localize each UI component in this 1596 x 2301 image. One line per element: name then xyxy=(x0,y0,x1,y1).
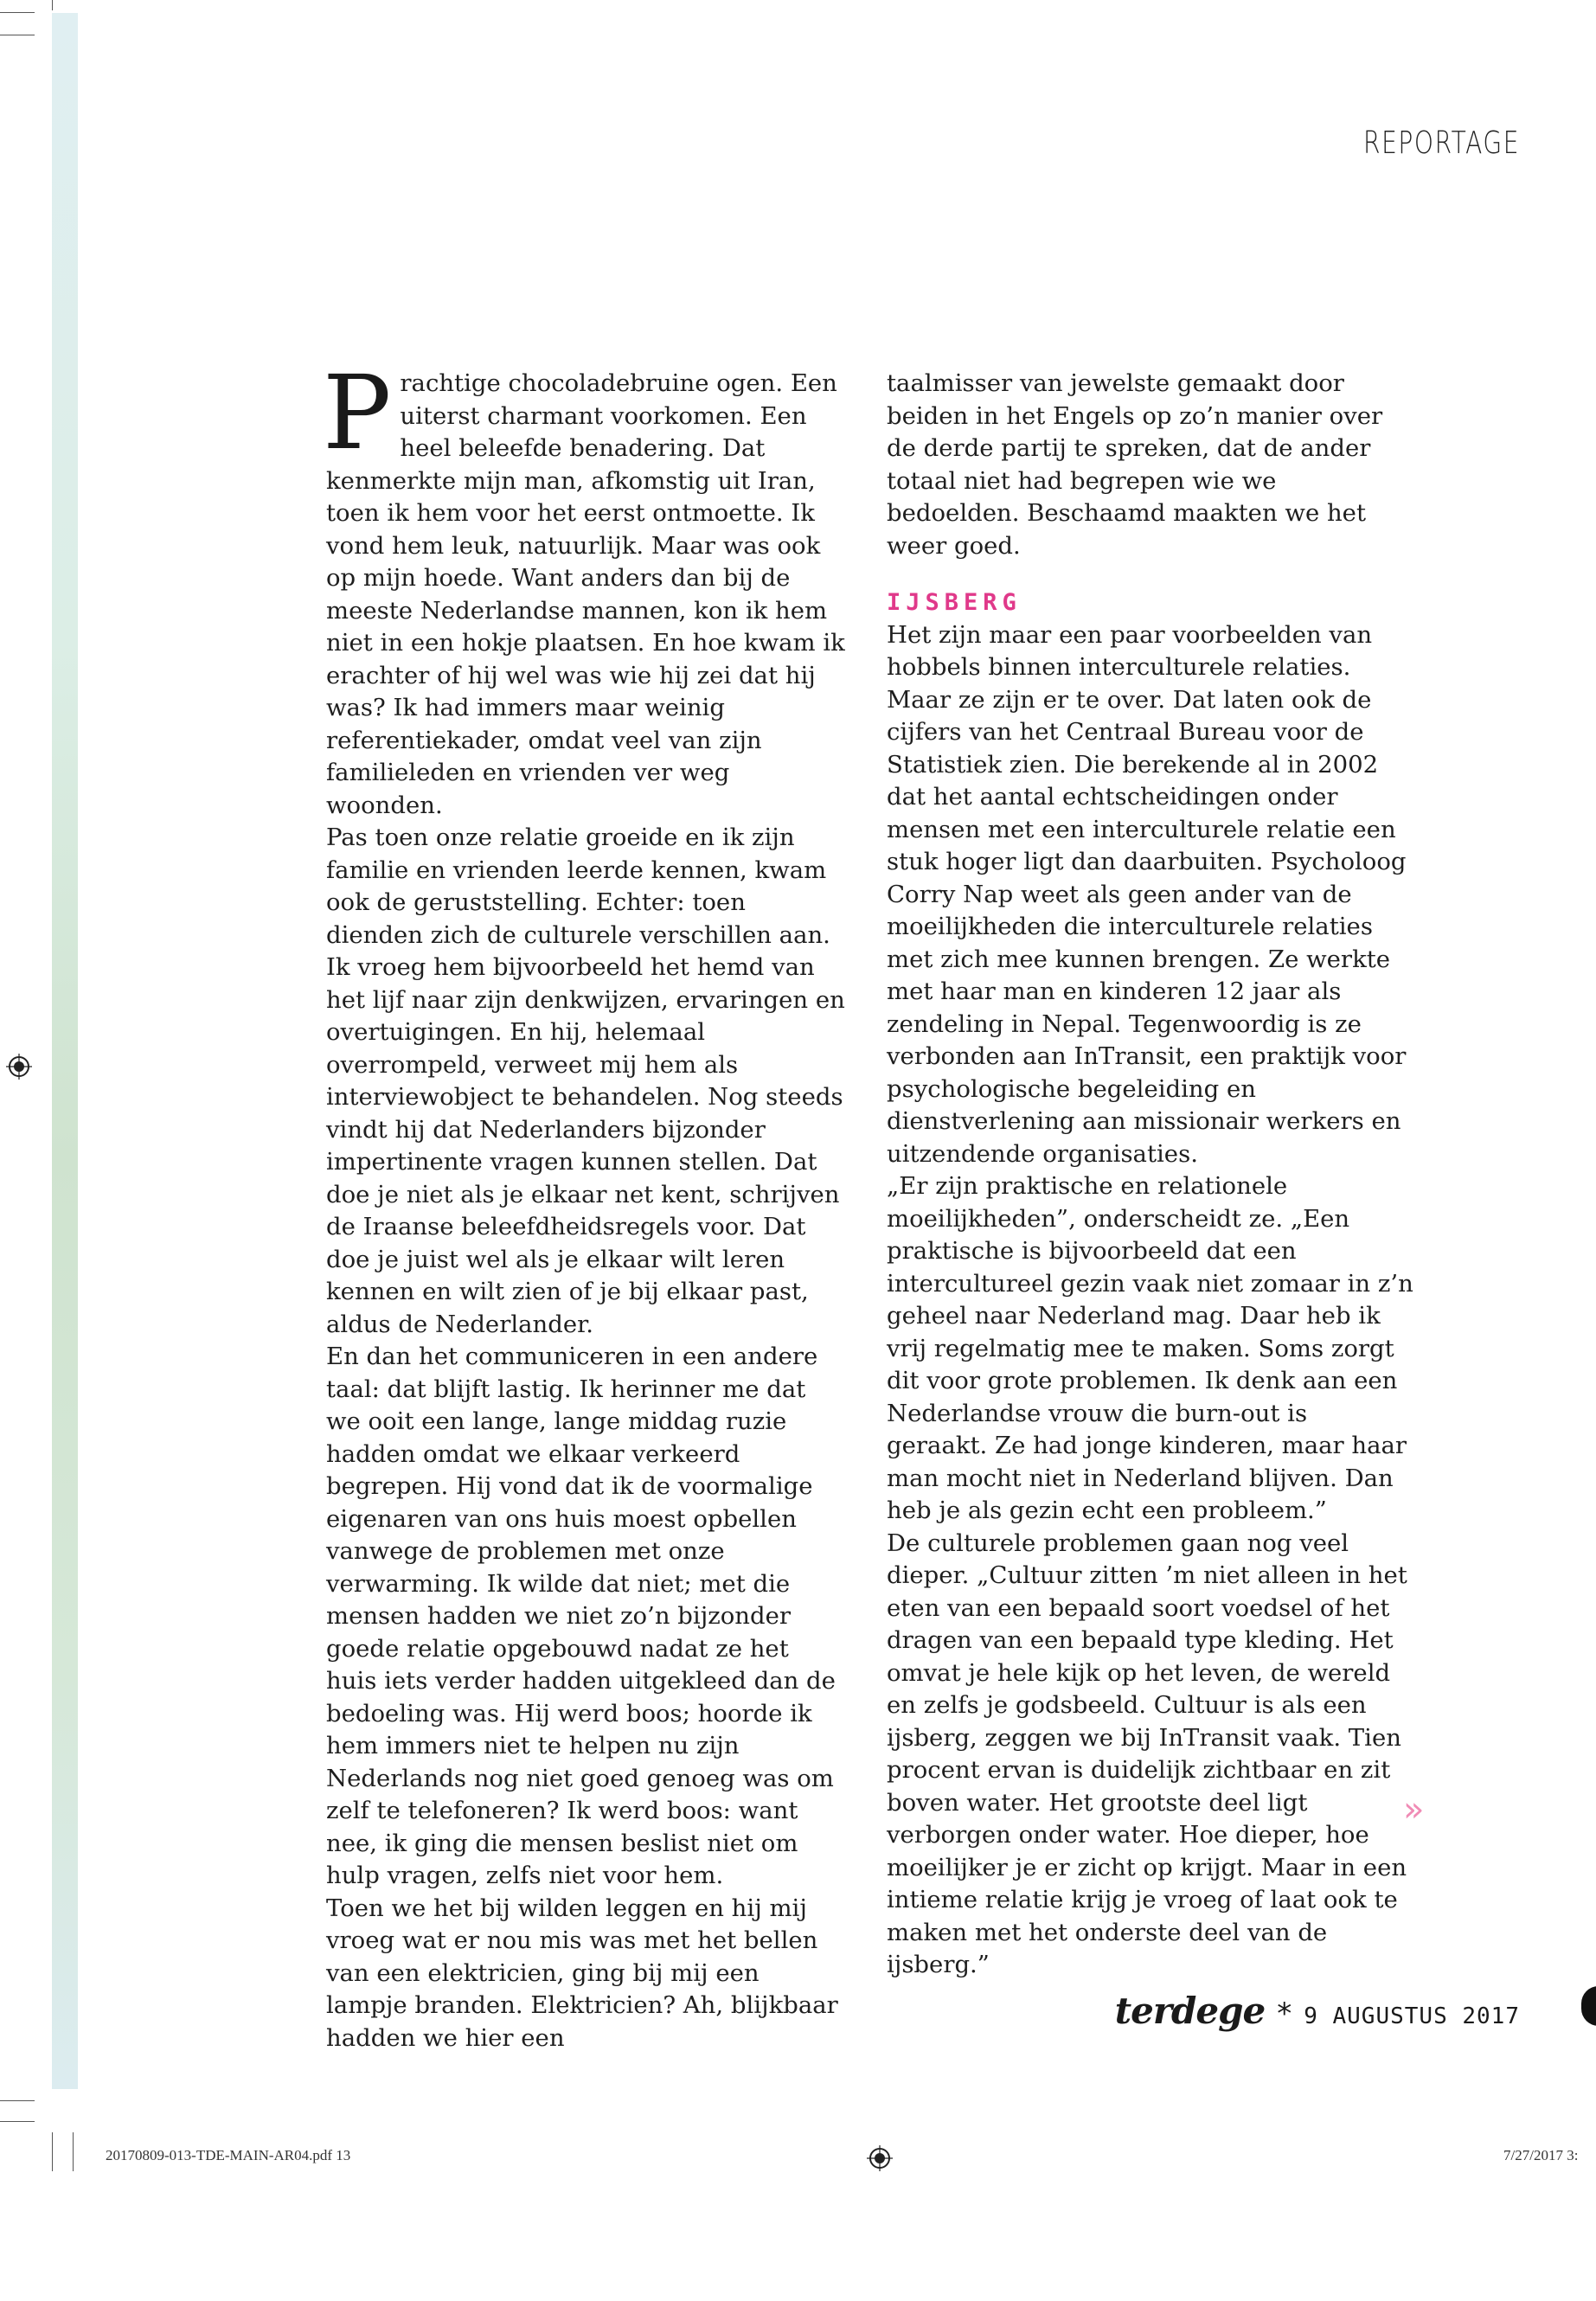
article-paragraph: En dan het communiceren in een andere taal: dat blijft lastig. Ik herinner me dat we ooit een lange, lange middag ruzie hadden omdat we elkaar verkeerd begrepen. Hij vond dat ik de voormalige eigenaren van ons huis moest opbellen vanwege de problemen met onze verwarming. Ik wilde dat niet; met die mensen hadden we niet zo’n bijzonder goede relatie opgebouwd nadat ze het huis iets verder hadden uitgekleed dan de bedoeling was. Hij werd boos; hoorde ik hem immers niet te helpen nu zijn Nederlands nog niet goed genoeg was om zelf te telefoneren? Ik werd boos: want nee, ik ging die mensen beslist niet om hulp vragen, zelfs niet voor hem. xyxy=(326,1343,836,1889)
registration-mark-icon xyxy=(867,2145,893,2171)
decorative-gradient-strip xyxy=(52,13,78,2089)
article-paragraph: Toen we het bij wilden leggen en hij mij vroeg wat er nou mis was met het bellen van een elektricien, ging bij mij een lampje branden. Elektricien? Ah, blijkbaar hadden we hier een xyxy=(326,1894,838,2052)
page-number-tab xyxy=(1581,1986,1596,2026)
issue-date: 9 AUGUSTUS 2017 xyxy=(1304,2003,1520,2029)
article-paragraph: Pas toen onze relatie groeide en ik zijn familie en vrienden leerde kennen, kwam ook de geruststelling. Echter: toen dienden zich de culturele verschillen aan. Ik vroeg hem bijvoorbeeld het hemd van het lijf naar zijn denkwijzen, ervaringen en overtuigingen. En hij, helemaal overrompeld, verweet mij hem als interviewobject te behandelen. Nog steeds vindt hij dat Nederlanders bijzonder impertinente vragen kunnen stellen. Dat doe je niet als je elkaar net kent, schrijven de Iraanse beleefdheidsregels voor. Dat doe je juist wel als je elkaar wilt leren kennen en wilt zien of je bij elkaar past, aldus de Nederlander. xyxy=(326,824,845,1338)
crop-mark xyxy=(0,2121,35,2122)
article-paragraph: De culturele problemen gaan nog veel dieper. „Cultuur zitten ’m niet alleen in het eten van een bepaald soort voedsel of het dragen van een bepaald type kleding. Het omvat je hele kijk op het leven, de wereld en zelfs je godsbeeld. Cultuur is als een ijsberg, zeggen we bij InTransit vaak. Tien procent ervan is duidelijk zichtbaar en zit boven water. Het grootste deel ligt verborgen onder water. Hoe dieper, hoe moeilijker je er zicht op krijgt. Maar in een intieme relatie krijg je vroeg of laat ook te maken met het onderste deel van de ijsberg.” xyxy=(887,1529,1407,1978)
footer-folio xyxy=(1115,1990,1520,2032)
section-label: REPORTAGE xyxy=(1363,125,1520,161)
article-left-column xyxy=(323,353,845,2054)
print-slug-date: 7/27/2017 3: xyxy=(1503,2147,1579,2163)
crop-mark xyxy=(0,2100,35,2101)
registration-mark-icon xyxy=(6,1054,32,1080)
crop-mark xyxy=(52,0,53,10)
crop-mark xyxy=(73,2132,74,2171)
asterisk-separator: * xyxy=(1277,1997,1292,2031)
subheading: IJSBERG xyxy=(887,589,1022,616)
magazine-name: terdege xyxy=(1114,1990,1266,2032)
crop-mark xyxy=(0,12,35,13)
drop-cap: P xyxy=(323,353,392,472)
crop-mark xyxy=(52,2132,53,2171)
article-paragraph: Het zijn maar een paar voorbeelden van hobbels binnen interculturele relaties. Maar ze zijn er te over. Dat laten ook de cijfers van het Centraal Bureau voor de Statistiek zien. Die berekende al in 2002 dat het aantal echtscheidingen onder mensen met een interculturele relatie een stuk hoger ligt dan daarbuiten. Psycholoog Corry Nap weet als geen ander van de moeilijkheden die interculturele relaties met zich mee kunnen brengen. Ze werkte met haar man en kinderen 12 jaar als zendeling in Nepal. Tegenwoordig is ze verbonden aan InTransit, een praktijk voor psychologische begeleiding en dienstverlening aan missionair werkers en uitzendende organisaties. xyxy=(887,620,1407,1168)
print-slug-filename: 20170809-013-TDE-MAIN-AR04.pdf 13 xyxy=(106,2147,351,2163)
continue-arrow-icon: » xyxy=(1403,1790,1425,1830)
article-paragraph xyxy=(323,353,845,822)
article-paragraph: „Er zijn praktische en relationele moeilijkheden”, onderscheidt ze. „Een praktische is bijvoorbeeld dat een intercultureel gezin vaak niet zomaar in z’n geheel naar Nederland mag. Daar heb ik vrij regelmatig mee te maken. Soms zorgt dit voor grote problemen. Ik denk aan een Nederlandse vrouw die burn-out is geraakt. Ze had jonge kinderen, maar haar man mocht niet in Nederland blijven. Dan heb je als gezin echt een probleem.” xyxy=(887,1172,1413,1524)
paragraph-text: rachtige chocoladebruine ogen. Een uiterst charmant voorkomen. Een heel beleefde benadering. Dat kenmerkte mijn man, afkomstig uit Iran, toen ik hem voor het eerst ontmoette. Ik vond hem leuk, natuurlijk. Maar was ook op mijn hoede. Want anders dan bij de meeste Nederlandse mannen, kon ik hem niet in een hokje plaatsen. En hoe kwam ik erachter of hij wel was wie hij zei dat hij was? Ik had immers maar weinig referentiekader, omdat veel van zijn familieleden en vrienden ver weg woonden. xyxy=(326,369,845,819)
article-paragraph: taalmisser van jewelste gemaakt door beiden in het Engels op zo’n manier over de derde partij te spreken, dat de ander totaal niet had begrepen wie we bedoelden. Beschaamd maakten we het weer goed. xyxy=(887,369,1383,560)
article-right-column xyxy=(887,368,1414,1982)
